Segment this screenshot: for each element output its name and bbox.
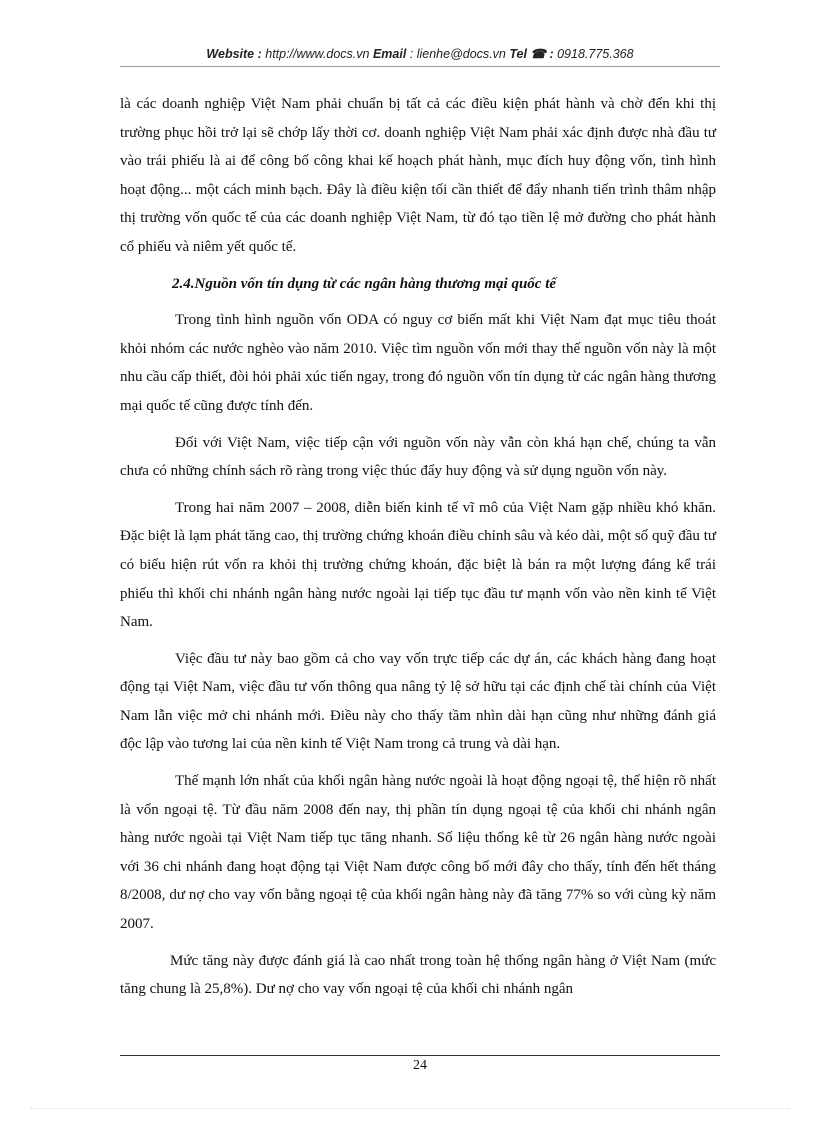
paragraph-1: là các doanh nghiệp Việt Nam phải chuẩn bị tất cả các điều kiện phát hành và chờ đến khi thị trường phục hồi trở lại sẽ chớp lấy thời cơ. doanh nghiệp Việt Nam phải xác định được nhà đầu tư vào trái phiếu là ai để công bố công khai kế hoạch phát hành, mục đích huy động vốn, tình hình hoạt động... một cách minh bạch. Đây là điều kiện tối cần thiết để đẩy nhanh tiến trình thâm nhập thị trường vốn quốc tế của các doanh nghiệp Việt Nam, từ đó tạo tiền lệ mở đường cho phát hành cổ phiếu và niêm yết quốc tế. xyxy=(120,96,716,255)
page-number: 24 xyxy=(413,1058,427,1073)
header-email-address: : lienhe@docs.vn xyxy=(406,47,510,61)
document-body xyxy=(120,90,716,1012)
page-header xyxy=(120,46,720,61)
paragraph-7: Mức tăng này được đánh giá là cao nhất trong toàn hệ thống ngân hàng ở Việt Nam (mức tăng chung là 25,8%). Dư nợ cho vay vốn ngoại tệ của khối chi nhánh ngân xyxy=(120,952,716,998)
header-website-label: Website : xyxy=(206,47,262,61)
paragraph-2: Trong tình hình nguồn vốn ODA có nguy cơ biến mất khi Việt Nam đạt mục tiêu thoát khỏi nhóm các nước nghèo vào năm 2010. Việc tìm nguồn vốn mới thay thế nguồn vốn này là một nhu cầu cấp thiết, đòi hỏi phải xúc tiến ngay, trong đó nguồn vốn tín dụng từ các ngân hàng thương mại quốc tế cũng được tính đến. xyxy=(120,312,716,414)
paragraph-4: Trong hai năm 2007 – 2008, diễn biến kinh tế vĩ mô của Việt Nam gặp nhiều khó khăn. Đặc biệt là lạm phát tăng cao, thị trường chứng khoán điều chỉnh sâu và kéo dài, một số quỹ đầu tư có biểu hiện rút vốn ra khỏi thị trường chứng khoán, đặc biệt là bán ra một lượng đáng kể trái phiếu thì khối chi nhánh ngân hàng nước ngoài lại tiếp tục đầu tư mạnh vốn vào nền kinh tế Việt Nam. xyxy=(120,499,716,631)
paragraph-6: Thế mạnh lớn nhất của khối ngân hàng nước ngoài là hoạt động ngoại tệ, thể hiện rõ nhất là vốn ngoại tệ. Từ đầu năm 2008 đến nay, thị phần tín dụng ngoại tệ của khối chi nhánh ngân hàng nước ngoài tại Việt Nam tiếp tục tăng nhanh. Số liệu thống kê từ 26 ngân hàng nước ngoài với 36 chi nhánh đang hoạt động tại Việt Nam được công bố mới đây cho thấy, tính đến hết tháng 8/2008, dư nợ cho vay vốn bằng ngoại tệ của khối ngân hàng này đã tăng 77% so với cùng kỳ năm 2007. xyxy=(120,773,716,933)
footer-divider xyxy=(120,1055,720,1056)
paragraph-5: Việc đầu tư này bao gồm cả cho vay vốn trực tiếp các dự án, các khách hàng đang hoạt động tại Việt Nam, việc đầu tư vốn thông qua nâng tỷ lệ sở hữu tại các định chế tài chính của Việt Nam lẫn việc mở chi nhánh mới. Điều này cho thấy tầm nhìn dài hạn cũng như những đánh giá độc lập vào tương lai của nền kinh tế Việt Nam trong cả trung và dài hạn. xyxy=(120,650,716,753)
header-tel-label: Tel ☎ : xyxy=(509,47,554,61)
header-tel-number: 0918.775.368 xyxy=(553,47,634,61)
page-bottom-edge xyxy=(30,1108,790,1109)
header-website-url: http://www.docs.vn xyxy=(261,47,373,61)
section-heading: 2.4.Nguồn vốn tín dụng từ các ngân hàng thương mại quốc tế xyxy=(172,275,557,292)
header-divider xyxy=(120,66,720,67)
paragraph-3: Đối với Việt Nam, việc tiếp cận với nguồn vốn này vẫn còn khá hạn chế, chúng ta vẫn chưa có những chính sách rõ ràng trong việc thúc đẩy huy động và sử dụng nguồn vốn này. xyxy=(120,434,716,480)
header-email-label: Email xyxy=(372,47,407,61)
